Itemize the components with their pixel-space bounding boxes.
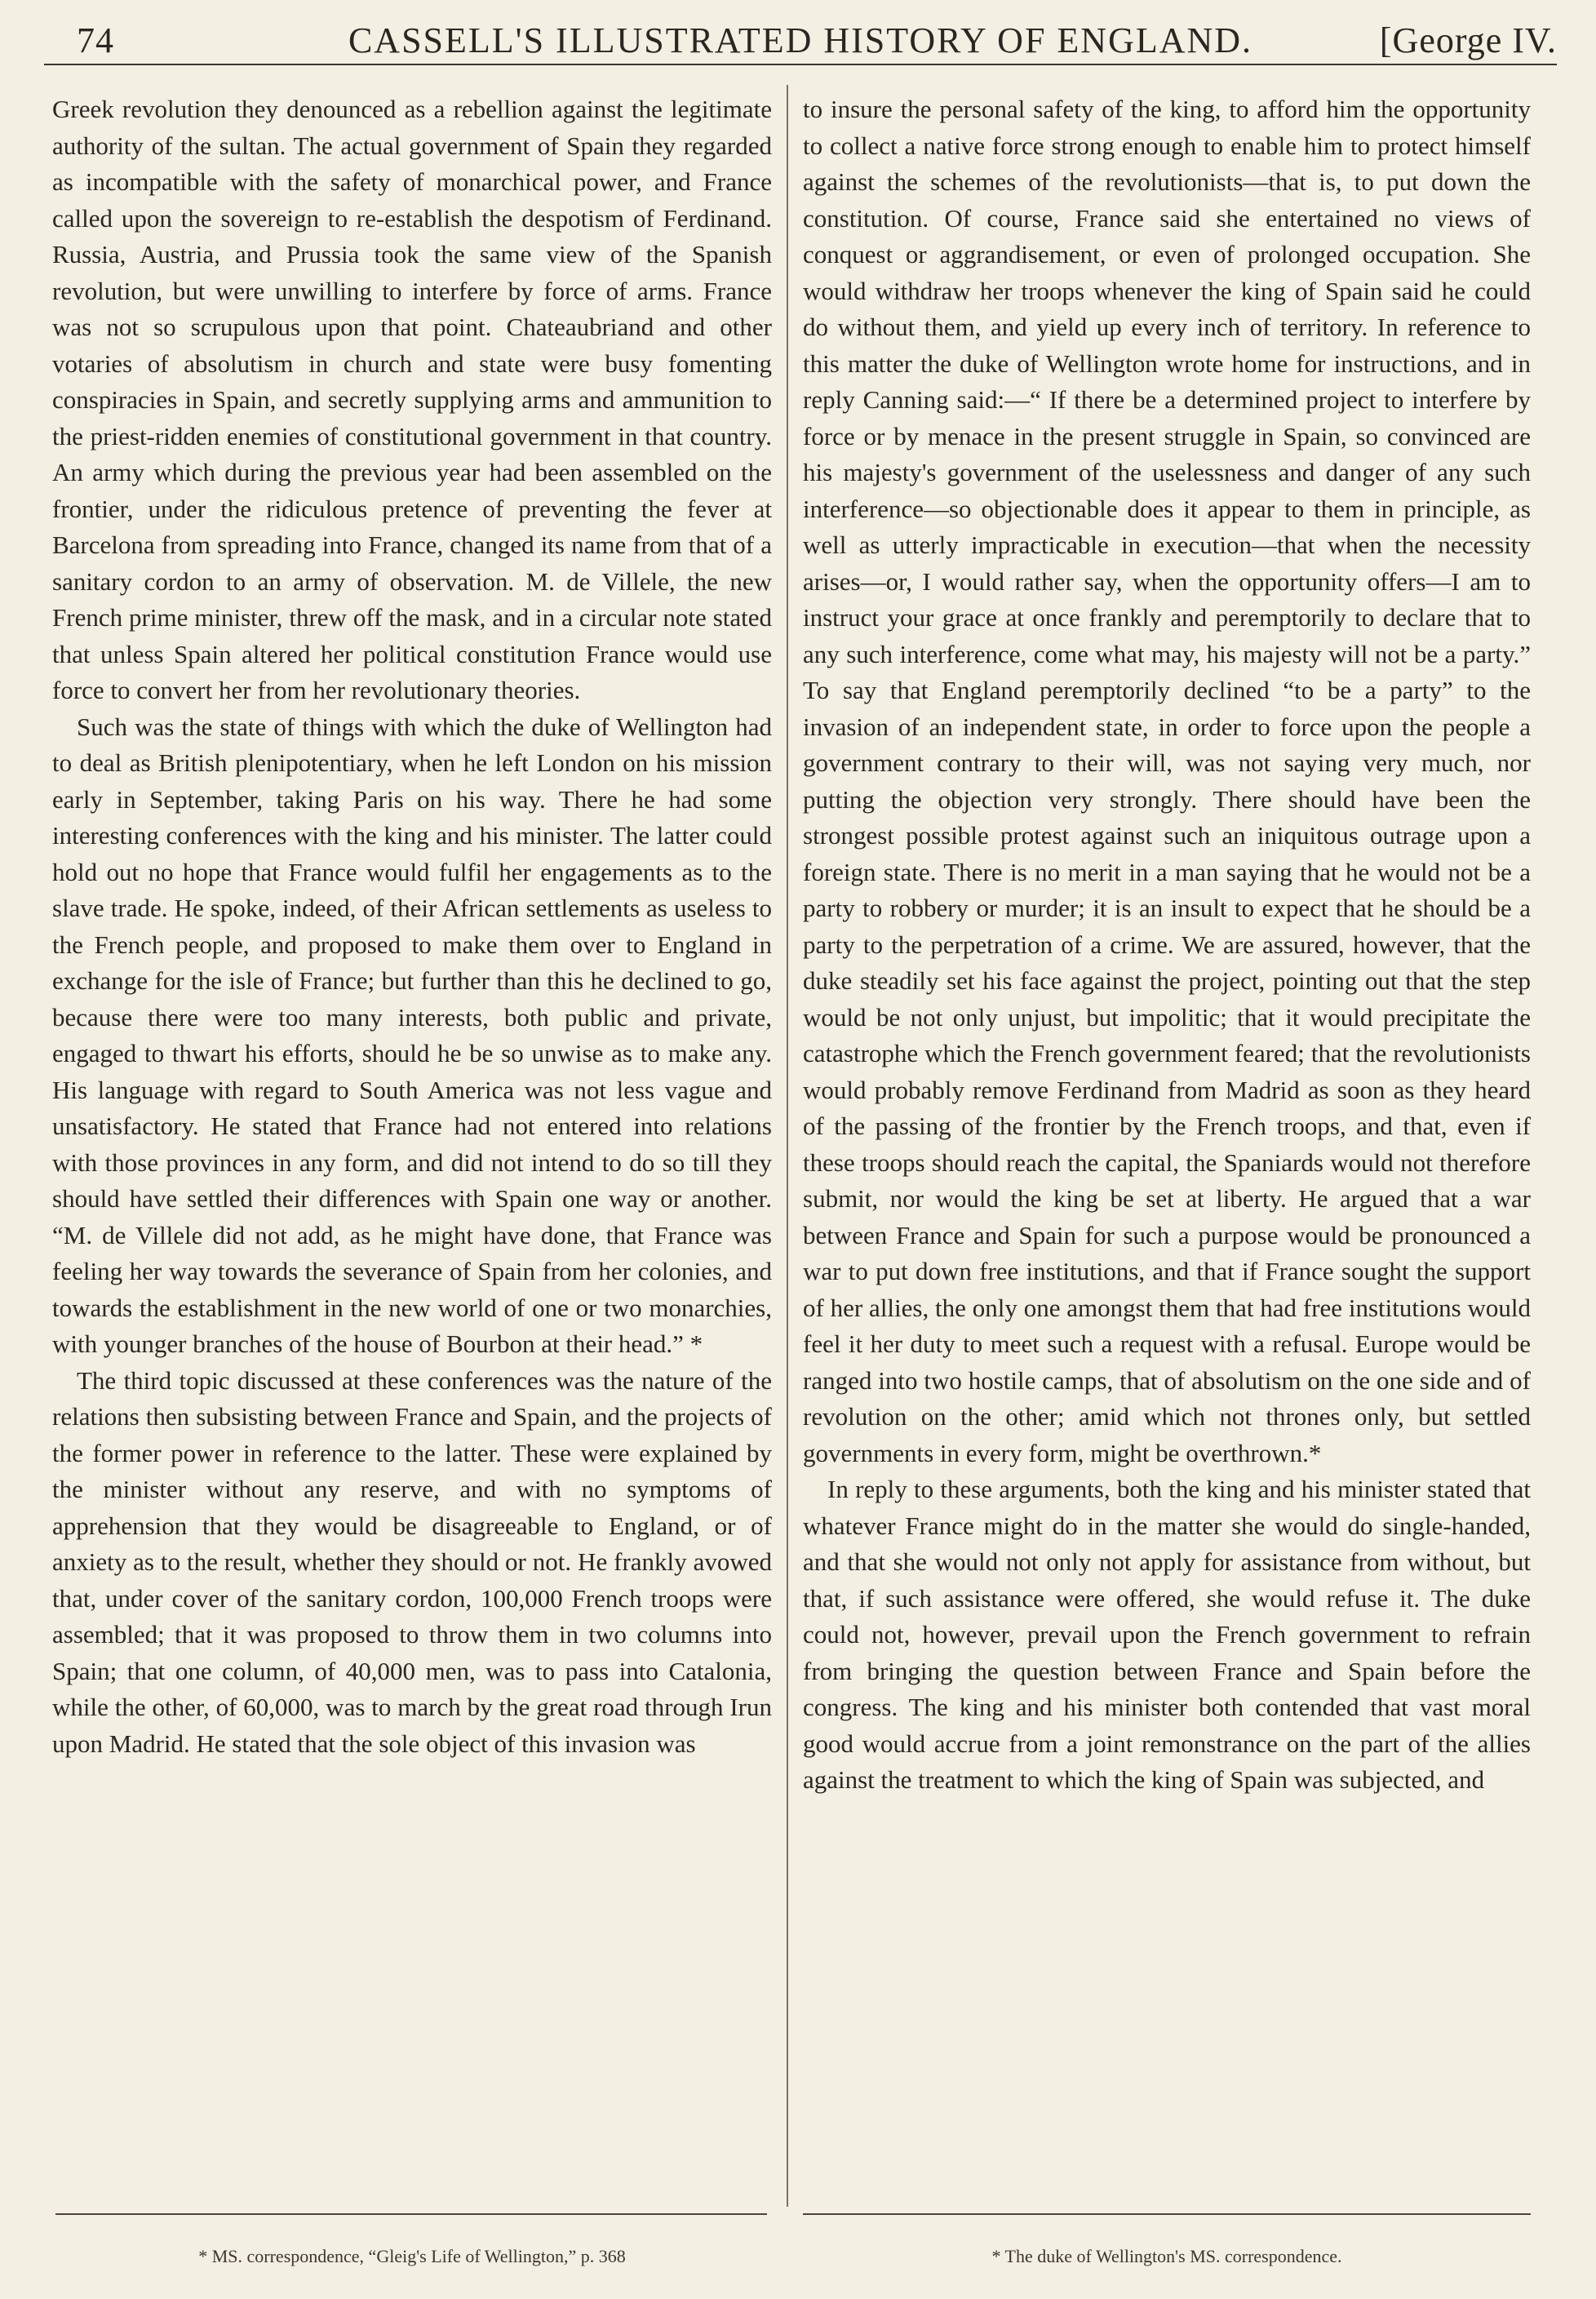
footnote-right: * The duke of Wellington's MS. correspondence.: [991, 2246, 1342, 2266]
paragraph: Greek revolution they denounced as a rebellion against the legitimate authority of the sultan. The actual government of Spain they regarded as incompatible with the safety of monarchical power, and France called upon the sovereign to re-establish the despotism of Ferdinand. Russia, Austria, and Prussia took the same view of the Spanish revolution, but were unwilling to interfere by force of arms. France was not so scrupulous upon that point. Chateaubriand and other votaries of absolutism in church and state were busy fomenting conspiracies in Spain, and secretly supplying arms and ammunition to the priest-ridden enemies of constitutional government in that country. An army which during the previous year had been assembled on the frontier, under the ridiculous pretence of preventing the fever at Barcelona from spreading into France, changed its name from that of a sanitary cordon to an army of observation. M. de Villele, the new French prime minister, threw off the mask, and in a circular note stated that unless Spain altered her political constitution France would use force to convert her from her revolutionary theories.: [52, 95, 772, 704]
running-header: [44, 15, 1557, 65]
paragraph: The third topic discussed at these conferences was the nature of the relations then subsisting between France and Spain, and the projects of the former power in reference to the latter. These were explained by the minister without any reserve, and with no symptoms of apprehension that they would be disagreeable to England, or of anxiety as to the result, whether they should or not. He frankly avowed that, under cover of the sanitary cordon, 100,000 French troops were assembled; that it was proposed to throw them in two columns into Spain; that one column, of 40,000 men, was to pass into Catalonia, while the other, of 60,000, was to march by the great road through Irun upon Madrid. He stated that the sole object of this invasion was: [52, 1365, 772, 1758]
footnote-rule: [803, 2213, 1531, 2215]
running-title: CASSELL'S ILLUSTRATED HISTORY OF ENGLAND.: [348, 20, 1253, 60]
section-label: [George IV.: [1379, 20, 1557, 60]
column-divider: [787, 85, 788, 2207]
footnote-left: * MS. correspondence, “Gleig's Life of Wellington,” p. 368: [198, 2246, 626, 2266]
right-column: [803, 91, 1531, 1799]
left-column: [52, 91, 772, 1762]
page-number: 74: [77, 20, 114, 60]
footnote-rule: [55, 2213, 767, 2215]
paragraph: Such was the state of things with which the duke of Wellington had to deal as British plenipotentiary, when he left London on his mission early in September, taking Paris on his way. There he had some interesting conferences with the king and his minister. The latter could hold out no hope that France would fulfil her engagements as to the slave trade. He spoke, indeed, of their African settlements as useless to the French people, and proposed to make them over to England in exchange for the isle of France; but further than this he declined to go, because there were too many interests, both public and private, engaged to thwart his efforts, should he be so unwise as to make any. His language with regard to South America was not less vague and unsatisfactory. He stated that France had not entered into relations with those provinces in any form, and did not intend to do so till they should have settled their differences with Spain one way or another. “M. de Villele did not add, as he might have done, that France was feeling her way towards the severance of Spain from her colonies, and towards the establishment in the new world of one or two monarchies, with younger branches of the house of Bourbon at their head.” *: [52, 712, 772, 1358]
paragraph: to insure the personal safety of the king, to afford him the opportunity to collect a native force strong enough to enable him to protect himself against the schemes of the revolutionists—that is, to put down the constitution. Of course, France said she entertained no views of conquest or aggrandisement, or even of prolonged occupation. She would withdraw her troops whenever the king of Spain said he could do without them, and yield up every inch of territory. In reference to this matter the duke of Wellington wrote home for instructions, and in reply Canning said:—“ If there be a determined project to interfere by force or by menace in the present struggle in Spain, so convinced are his majesty's government of the uselessness and danger of any such interference—so objectionable does it appear to them in principle, as well as utterly impracticable in execution—that when the necessity arises—or, I would rather say, when the opportunity offers—I am to instruct your grace at once frankly and peremptorily to declare that to any such interference, come what may, his majesty will not be a party.” To say that England peremptorily declined “to be a party” to the invasion of an independent state, in order to force upon the people a government contrary to their will, was not saying very much, nor putting the objection very strongly. There should have been the strongest possible protest against such an iniquitous outrage upon a foreign state. There is no merit in a man saying that he would not be a party to robbery or murder; it is an insult to expect that he should be a party to the perpetration of a crime. We are assured, however, that the duke steadily set his face against the project, pointing out that the step would be not only unjust, but impolitic; that it would precipitate the catastrophe which the French government feared; that the revolutionists would probably remove Ferdinand from Madrid as soon as they heard of the passing of the frontier by the French troops, and that, even if these troops should reach the capital, the Spaniards would not therefore submit, nor would the king be set at liberty. He argued that a war between France and Spain for such a purpose would be pronounced a war to put down free institutions, and that if France sought the support of her allies, the only one amongst them that had free institutions would feel it her duty to meet such a request with a refusal. Europe would be ranged into two hostile camps, that of absolutism on the one side and of revolution on the other; amid which not thrones only, but settled governments in every form, might be overthrown.*: [803, 95, 1531, 1467]
paragraph: In reply to these arguments, both the king and his minister stated that whatever France might do in the matter she would do single-handed, and that she would not only not apply for assistance from without, but that, if such assistance were offered, she would refuse it. The duke could not, however, prevail upon the French government to refrain from bringing the question between France and Spain before the congress. The king and his minister both contended that vast moral good would accrue from a joint remonstrance on the part of the allies against the treatment to which the king of Spain was subjected, and: [803, 1475, 1531, 1794]
